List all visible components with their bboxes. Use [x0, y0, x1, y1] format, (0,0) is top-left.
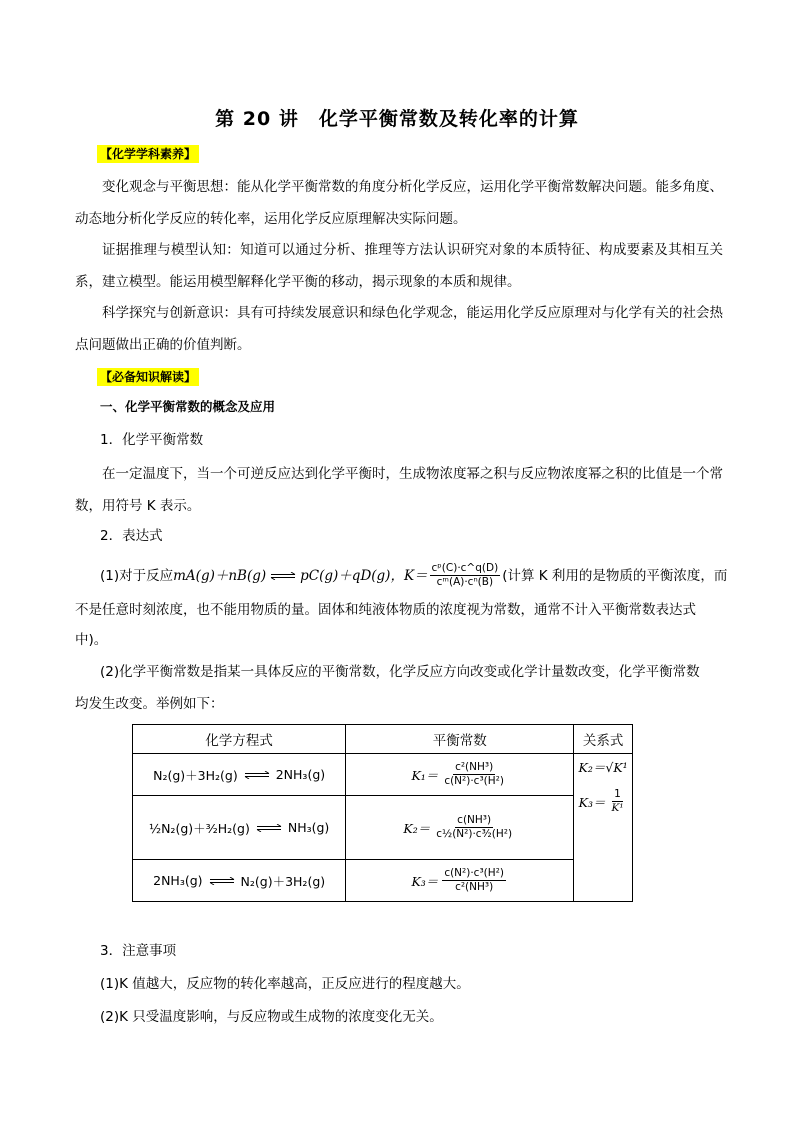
expr2-line-1: (2)化学平衡常数是指某一具体反应的平衡常数，化学反应方向改变或化学计量数改变，化学平衡常数 — [100, 664, 700, 680]
k-denominator: c(N²)·c³(H²) — [444, 775, 504, 787]
expression-1-line — [100, 562, 727, 589]
k-denominator: c²(NH³) — [455, 881, 494, 893]
k-denominator: c½(N²)·c³⁄₂(H²) — [436, 828, 513, 840]
table-row — [133, 754, 633, 796]
equilibrium-arrow-icon — [209, 877, 235, 885]
subheading-1: 1．化学平衡常数 — [100, 432, 204, 448]
page-title: 第 20 讲 化学平衡常数及转化率的计算 — [215, 108, 579, 130]
constant-cell — [346, 796, 574, 860]
constant-cell — [346, 860, 574, 902]
section-tag-literacy: 【化学学科素养】 — [97, 145, 199, 163]
relation-2-numerator: 1 — [614, 788, 621, 800]
heading-1: 一、化学平衡常数的概念及应用 — [100, 399, 276, 414]
table-row — [133, 860, 633, 902]
k-expression-denominator: cᵐ(A)·cⁿ(B) — [436, 576, 494, 588]
literacy-paragraph-1: 变化观念与平衡思想：能从化学平衡常数的角度分析化学反应，运用化学平衡常数解决问题。能多角度、动态地分析化学反应的转化率，运用化学反应原理解决实际问题。 — [75, 179, 723, 227]
relation-2-label: K₃＝ — [578, 794, 606, 810]
expr1-suffix: (计算 K 利用的是物质的平衡浓度，而 — [502, 567, 728, 584]
expr1-line-3: 中)。 — [75, 632, 108, 648]
expr2-line-2: 均发生改变。举例如下： — [75, 696, 224, 712]
relation-cell — [574, 754, 633, 902]
k-expression-fraction — [430, 562, 501, 589]
k-numerator: c²(NH³) — [455, 761, 494, 773]
expr1-line-2: 不是任意时刻浓度，也不能用物质的量。固体和纯液体物质的浓度视为常数，通常不计入平衡常数表达式 — [75, 602, 696, 618]
k-label: K₁＝ — [411, 767, 439, 783]
equation-right: NH₃(g) — [287, 820, 330, 835]
table-header-row — [133, 725, 633, 754]
literacy-paragraph-2: 证据推理与模型认知：知道可以通过分析、推理等方法认识研究对象的本质特征、构成要素及其相互关系，建立模型。能运用模型解释化学平衡的移动，揭示现象的本质和规律。 — [75, 242, 723, 290]
subheading-2: 2．表达式 — [100, 528, 163, 544]
subheading-3: 3．注意事项 — [100, 943, 177, 959]
equation-cell — [133, 754, 346, 796]
equilibrium-arrow-icon — [244, 771, 270, 779]
note-2: (2)K 只受温度影响，与反应物或生成物的浓度变化无关。 — [100, 1009, 443, 1025]
equation-cell — [133, 860, 346, 902]
expr1-prefix: (1)对于反应 — [100, 567, 174, 584]
relation-2-denominator: K¹ — [611, 802, 624, 814]
relation-1: K₂＝√K¹ — [578, 760, 628, 775]
definition-paragraph: 在一定温度下，当一个可逆反应达到化学平衡时，生成物浓度幂之积与反应物浓度幂之积的比值是一个常数，用符号 K 表示。 — [75, 466, 723, 514]
note-1: (1)K 值越大，反应物的转化率越高，正反应进行的程度越大。 — [100, 976, 470, 992]
header-constant: 平衡常数 — [346, 725, 574, 754]
k-numerator: c(N²)·c³(H²) — [444, 867, 504, 879]
equilibrium-arrow-icon — [270, 572, 296, 580]
header-relation: 关系式 — [574, 725, 633, 754]
equation-left: ½N₂(g)＋³⁄₂H₂(g) — [148, 820, 250, 836]
equation-cell — [133, 796, 346, 860]
k-label: K₃＝ — [411, 873, 439, 889]
header-equation: 化学方程式 — [133, 725, 346, 754]
literacy-paragraph-3: 科学探究与创新意识：具有可持续发展意识和绿色化学观念，能运用化学反应原理对与化学有关的社会热点问题做出正确的价值判断。 — [75, 305, 723, 353]
constant-cell — [346, 754, 574, 796]
k-expression-numerator: cᵖ(C)·c^q(D) — [431, 562, 499, 574]
section-tag-knowledge: 【必备知识解读】 — [97, 368, 199, 386]
equation-right: N₂(g)＋3H₂(g) — [240, 873, 326, 889]
equation-right: 2NH₃(g) — [275, 767, 326, 782]
k-numerator: c(NH³) — [457, 814, 492, 826]
expr1-reaction-left: mA(g)＋nB(g) — [173, 567, 267, 584]
equation-left: 2NH₃(g) — [153, 873, 203, 888]
equilibrium-arrow-icon — [256, 824, 282, 832]
k-label: K₂＝ — [403, 820, 431, 836]
equation-left: N₂(g)＋3H₂(g) — [153, 767, 238, 783]
expr1-reaction-right: pC(g)＋qD(g)，K＝ — [300, 567, 428, 584]
table-row — [133, 796, 633, 860]
equilibrium-table — [132, 724, 633, 902]
